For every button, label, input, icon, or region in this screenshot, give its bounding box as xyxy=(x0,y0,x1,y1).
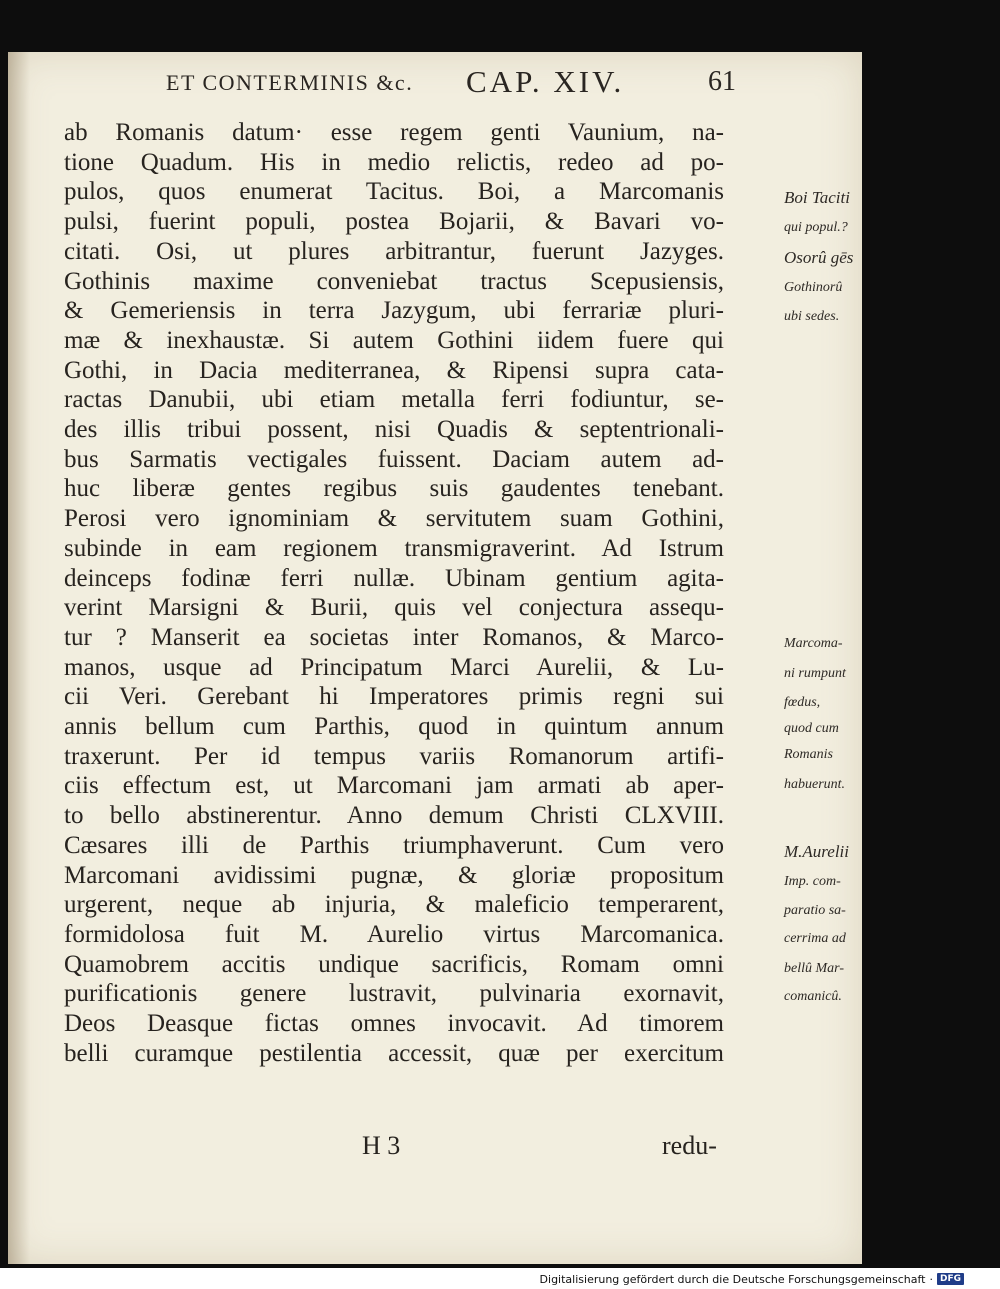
credit-text: Digitalisierung gefördert durch die Deutsche Forschungsgemeinschaft xyxy=(539,1272,926,1286)
margin-note: M.Aurelii xyxy=(784,841,849,861)
margin-note: qui popul.? xyxy=(784,220,848,236)
text-line: citati. Osi, ut plures arbitrantur, fuerunt Jazyges. xyxy=(64,237,724,265)
text-line: Gothinis maxime conveniebat tractus Scepusiensis, xyxy=(64,267,724,295)
text-line: ciis effectum est, ut Marcomani jam armati ab aper- xyxy=(64,772,724,800)
text-line: ab Romanis datum· esse regem genti Vaunium, na- xyxy=(64,119,724,146)
dfg-logo: DFG xyxy=(937,1273,964,1285)
text-line: tur ? Manserit ea societas inter Romanos, & Marco- xyxy=(64,623,724,651)
text-line: bus Sarmatis vectigales fuissent. Daciam autem ad- xyxy=(64,445,724,473)
text-line: verint Marsigni & Burii, quis vel conjectura assequ- xyxy=(64,594,724,622)
text-line: pulsi, fuerint populi, postea Bojarii, & Bavari vo- xyxy=(64,208,724,236)
margin-note: comanicû. xyxy=(784,989,842,1005)
text-line: Cæsares illi de Parthis triumphaverunt. Cum vero xyxy=(64,831,724,859)
signature-mark: H 3 xyxy=(362,1131,401,1160)
running-head-title: ET CONTERMINIS &c. xyxy=(166,70,414,95)
margin-note: bellû Mar- xyxy=(784,961,844,977)
text-line: deinceps fodinæ ferri nullæ. Ubinam gentium agita- xyxy=(64,564,724,592)
text-line: huc liberæ gentes regibus suis gaudentes tenebant. xyxy=(64,475,724,503)
text-line: subinde in eam regionem transmigraverint. Ad Istrum xyxy=(64,534,724,562)
text-line: annis bellum cum Parthis, quod in quintum annum xyxy=(64,713,724,741)
text-line: mæ & inexhaustæ. Si autem Gothini iidem fuere qui xyxy=(64,326,724,354)
margin-note: Boi Taciti xyxy=(784,188,850,208)
text-line: cii Veri. Gerebant hi Imperatores primis regni sui xyxy=(64,683,724,711)
text-line: belli curamque pestilentia accessit, quæ per exercitum xyxy=(64,1039,724,1067)
margin-note: quod cum xyxy=(784,720,839,736)
margin-note: fœdus, xyxy=(784,695,821,711)
credit-separator: · xyxy=(929,1272,933,1286)
running-head xyxy=(166,64,736,100)
text-line: to bello abstinerentur. Anno demum Christi CLXVIII. xyxy=(64,802,724,830)
digitization-credit xyxy=(540,1271,964,1287)
text-line: Perosi vero ignominiam & servitutem suam Gothini, xyxy=(64,505,724,533)
text-line: formidolosa fuit M. Aurelio virtus Marcomanica. xyxy=(64,920,724,948)
text-line: manos, usque ad Principatum Marci Aurelii, & Lu- xyxy=(64,653,724,681)
text-line: traxerunt. Per id tempus variis Romanorum artifi- xyxy=(64,742,724,770)
text-line: Deos Deasque fictas omnes invocavit. Ad timorem xyxy=(64,1010,724,1038)
text-lines xyxy=(64,118,724,1069)
margin-note: habuerunt. xyxy=(784,776,846,792)
chapter-number: CAP. XIV. xyxy=(466,64,625,99)
text-line: Quamobrem accitis undique sacrificis, Romam omni xyxy=(64,950,724,978)
margin-note: ubi sedes. xyxy=(784,309,840,325)
margin-note: paratio sa- xyxy=(784,903,846,919)
margin-note: Marcoma- xyxy=(784,635,843,651)
margin-note: Gothinorû xyxy=(784,279,843,295)
margin-note: Romanis xyxy=(784,747,833,763)
text-line: & Gemeriensis in terra Jazygum, ubi ferrariæ pluri- xyxy=(64,297,724,325)
text-line: Gothi, in Dacia mediterranea, & Ripensi supra cata- xyxy=(64,356,724,384)
catchword: redu- xyxy=(662,1131,717,1160)
margin-note: Osorû gēs xyxy=(784,247,854,267)
text-line: pulos, quos enumerat Tacitus. Boi, a Marcomanis xyxy=(64,178,724,206)
margin-note: cerrima ad xyxy=(784,931,846,947)
text-line: des illis tribui possent, nisi Quadis & septentrionali- xyxy=(64,416,724,444)
text-line: tione Quadum. His in medio relictis, redeo ad po- xyxy=(64,148,724,176)
body-text xyxy=(64,118,854,1069)
text-line: Marcomani avidissimi pugnæ, & gloriæ propositum xyxy=(64,861,724,889)
page-number: 61 xyxy=(708,66,736,97)
text-line: purificationis genere lustravit, pulvinaria exornavit, xyxy=(64,980,724,1008)
text-line: ractas Danubii, ubi etiam metalla ferri fodiuntur, se- xyxy=(64,386,724,414)
margin-note: Imp. com- xyxy=(784,873,841,889)
margin-note: ni rumpunt xyxy=(784,665,846,681)
text-line: urgerent, neque ab injuria, & maleficio temperarent, xyxy=(64,891,724,919)
